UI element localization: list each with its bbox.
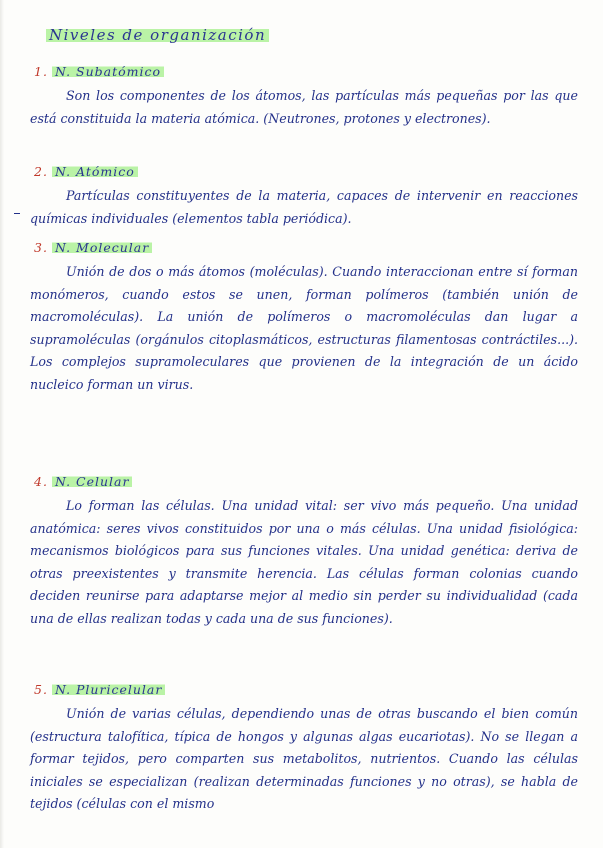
section-heading: [34, 64, 578, 79]
section-number: 5.: [34, 682, 48, 697]
section-heading-text: N. Pluricelular: [52, 682, 165, 697]
section-heading-text: N. Molecular: [52, 240, 152, 255]
section-heading-text: N. Atómico: [52, 164, 138, 179]
section-heading: [34, 164, 578, 179]
margin-mark: [14, 213, 20, 214]
section-heading: [34, 474, 578, 489]
section-number: 1.: [34, 64, 48, 79]
scan-edge: [0, 0, 4, 848]
section-heading: [34, 240, 578, 255]
section-heading-text: N. Subatómico: [52, 64, 164, 79]
page-title-text: Niveles de organización: [46, 26, 269, 44]
section-number: 4.: [34, 474, 48, 489]
section-number: 2.: [34, 164, 48, 179]
section-molecular: [30, 240, 578, 397]
section-subatomic: [30, 64, 578, 130]
section-heading-text: N. Celular: [52, 474, 133, 489]
page-title: [46, 26, 269, 44]
section-body: Son los componentes de los átomos, las partículas más pequeñas por las que está constituida la materia atómica. (Neutrones, protones y electrones).: [30, 88, 578, 126]
section-body: Partículas constituyentes de la materia, capaces de intervenir en reacciones químicas individuales (elementos tabla periódica).: [30, 188, 578, 226]
section-heading: [34, 682, 578, 697]
section-cellular: [30, 474, 578, 631]
section-multicellular: [30, 682, 578, 816]
section-body: Unión de dos o más átomos (moléculas). Cuando interaccionan entre sí forman monómeros, cuando estos se unen, forman polímeros (también unión de macromoléculas). La unión de polímeros o macromoléculas dan lugar a supramoléculas (orgánulos citoplasmáticos, estructuras filamentosas contráctiles...). Los complejos supramoleculares que provienen de la integración de un ácido nucleico forman un virus.: [30, 264, 578, 392]
section-body: Unión de varias células, dependiendo unas de otras buscando el bien común (estructura talofítica, típica de hongos y algunas algas eucariotas). No se llegan a formar tejidos, pero comparten sus metabolitos, nutrientos. Cuando las células iniciales se especializan (realizan determinadas funciones y no otras), se habla de tejidos (células con el mismo: [30, 706, 578, 812]
section-atomic: [30, 164, 578, 230]
section-body: Lo forman las células. Una unidad vital: ser vivo más pequeño. Una unidad anatómica: seres vivos constituidos por una o más células. Una unidad fisiológica: mecanismos biológicos para sus funciones vitales. Una unidad genética: deriva de otras preexistentes y transmite herencia. Las células forman colonias cuando deciden reunirse para adaptarse mejor al medio sin perder su individualidad (cada una de ellas realizan todas y cada una de sus funciones).: [30, 498, 578, 626]
section-number: 3.: [34, 240, 48, 255]
